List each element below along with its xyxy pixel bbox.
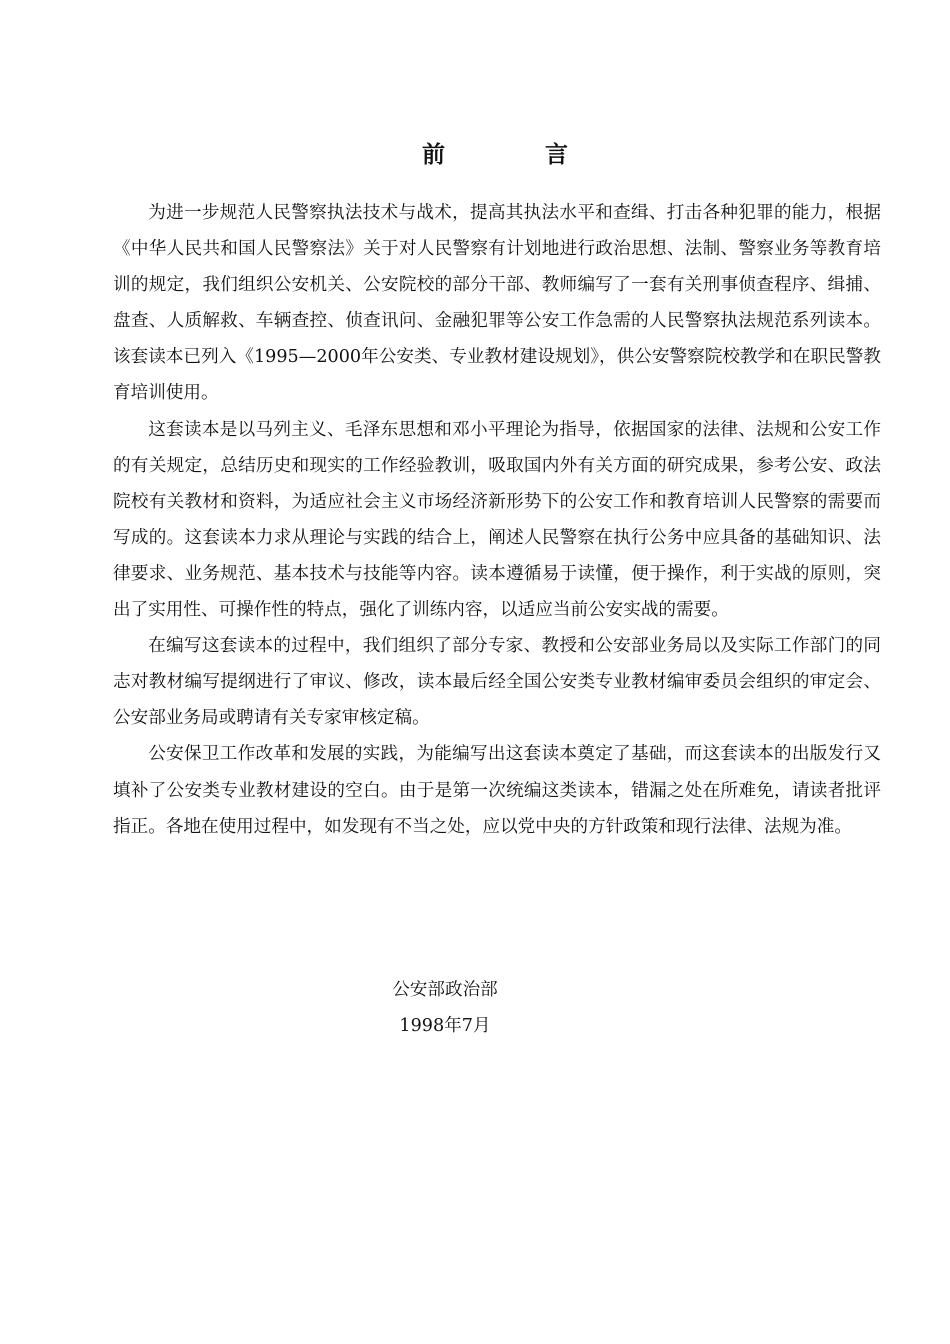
signature-date: 1998年7月 bbox=[399, 1016, 491, 1036]
paragraph-4: 公安保卫工作改革和发展的实践，为能编写出这套读本奠定了基础，而这套读本的出版发行又填补了公安类专业教材建设的空白。由于是第一次统编这类读本，错漏之处在所难免，请读者批评指正。各地在使用过程中，如发现有不当之处，应以党中央的方针政策和现行法律、法规为准。 bbox=[113, 744, 881, 837]
signature-organization: 公安部政治部 bbox=[392, 980, 498, 1000]
paragraph-1: 为进一步规范人民警察执法技术与战术，提高其执法水平和查缉、打击各种犯罪的能力，根据《中华人民共和国人民警察法》关于对人民警察有计划地进行政治思想、法制、警察业务等教育培训的规定，我们组织公安机关、公安院校的部分干部、教师编写了一套有关刑事侦查程序、缉捕、盘查、人质解救、车辆查控、侦查讯问、金融犯罪等公安工作急需的人民警察执法规范系列读本。该套读本已列入《1995—2000年公安类、专业教材建设规划》，供公安警察院校教学和在职民警教育培训使用。 bbox=[113, 203, 881, 404]
page-title bbox=[0, 136, 950, 169]
paragraph-2: 这套读本是以马列主义、毛泽东思想和邓小平理论为指导，依据国家的法律、法规和公安工作的有关规定，总结历史和现实的工作经验教训，吸取国内外有关方面的研究成果，参考公安、政法院校有关教材和资料，为适应社会主义市场经济新形势下的公安工作和教育培训人民警察的需要而写成的。这套读本力求从理论与实践的结合上，阐述人民警察在执行公务中应具备的基础知识、法律要求、业务规范、基本技术与技能等内容。读本遵循易于读懂，便于操作，利于实战的原则，突出了实用性、可操作性的特点，强化了训练内容，以适应当前公安实战的需要。 bbox=[113, 419, 881, 621]
title-char-1: 前 bbox=[422, 141, 445, 168]
title-char-2: 言 bbox=[545, 141, 568, 168]
preface-body bbox=[113, 195, 881, 845]
paragraph-3: 在编写这套读本的过程中，我们组织了部分专家、教授和公安部业务局以及实际工作部门的同志对教材编写提纲进行了审议、修改，读本最后经全国公安类专业教材编审委员会组织的审定会、公安部业务局或聘请有关专家审核定稿。 bbox=[113, 636, 881, 729]
